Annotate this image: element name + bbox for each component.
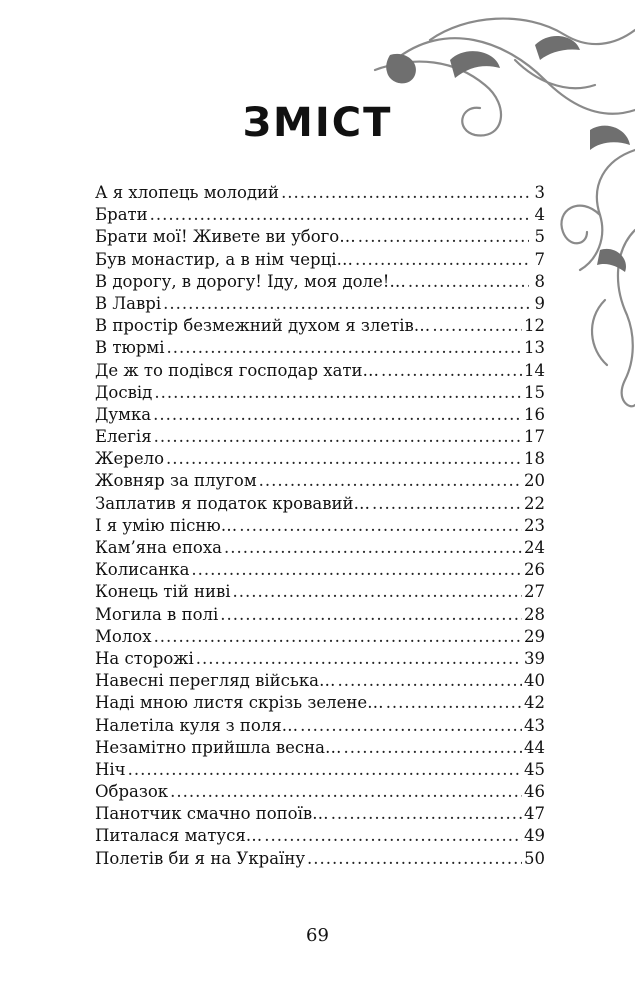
toc-entry-title: Ніч: [95, 759, 126, 779]
toc-entry: [95, 759, 545, 781]
dot-leader: [224, 537, 522, 559]
dot-leader: [233, 581, 522, 603]
toc-entry: [95, 204, 545, 226]
toc-entry: [95, 737, 545, 759]
toc-entry-page: 18: [524, 449, 545, 469]
toc-entry-page: 47: [524, 804, 545, 824]
toc-entry: [95, 515, 545, 537]
toc-entry: [95, 537, 545, 559]
dot-leader: [239, 515, 522, 537]
toc-entry-title: Молох: [95, 626, 152, 646]
toc-entry-title: Наді мною листя скрізь зелене…: [95, 693, 384, 713]
toc-entry-title: В дорогу, в дорогу! Іду, моя доле!…: [95, 271, 406, 291]
toc-entry-title: Питалася матуся…: [95, 826, 263, 846]
dot-leader: [281, 182, 529, 204]
toc-entry: [95, 803, 545, 825]
dot-leader: [166, 448, 522, 470]
toc-entry-page: 44: [524, 737, 545, 757]
toc-entry-page: 22: [524, 493, 545, 513]
toc-entry-page: 50: [524, 848, 545, 868]
toc-entry-page: 39: [524, 648, 545, 668]
toc-entry-page: 40: [524, 671, 545, 691]
dot-leader: [150, 204, 529, 226]
toc-entry-page: 24: [524, 538, 545, 557]
toc-entry-title: А я хлопець молодий: [95, 183, 280, 202]
toc-entry-page: 29: [524, 626, 545, 646]
toc-entry: [95, 448, 545, 470]
toc-entry: [95, 604, 545, 626]
toc-entry-page: 16: [524, 404, 545, 424]
toc-entry-page: 28: [524, 604, 545, 624]
toc-entry-page: 5: [534, 227, 545, 247]
toc-entry-title: Навесні перегляд війська…: [95, 671, 336, 691]
dot-leader: [128, 759, 522, 781]
toc-entry-page: 4: [534, 205, 545, 225]
toc-entry-title: Елегія: [95, 427, 152, 447]
dot-leader: [191, 559, 522, 581]
dot-leader: [163, 293, 529, 315]
dot-leader: [381, 360, 522, 382]
toc-entry-page: 45: [524, 759, 545, 779]
toc-entry: [95, 426, 545, 448]
toc-entry: [95, 226, 545, 248]
dot-leader: [153, 404, 522, 426]
toc-entry: [95, 626, 545, 648]
toc-entry-title: Кам’яна епоха: [95, 538, 223, 557]
toc-entry-title: Брати мої! Живете ви убого…: [95, 227, 356, 247]
toc-entry: [95, 692, 545, 714]
toc-entry: [95, 271, 545, 293]
toc-entry: [95, 182, 545, 204]
toc-entry-title: І я умію пісню…: [95, 515, 238, 535]
toc-entry: [95, 825, 545, 847]
table-of-contents: [95, 182, 545, 870]
dot-leader: [154, 426, 522, 448]
toc-entry-page: 3: [534, 183, 545, 202]
toc-entry: [95, 670, 545, 692]
dot-leader: [338, 670, 522, 692]
toc-entry: [95, 382, 545, 404]
dot-leader: [167, 337, 522, 359]
toc-entry: [95, 315, 545, 337]
dot-leader: [220, 604, 522, 626]
dot-leader: [154, 626, 522, 648]
toc-entry-title: Заплатив я податок кровавий…: [95, 493, 371, 513]
toc-entry: [95, 249, 545, 271]
toc-entry-title: Досвід: [95, 382, 153, 402]
toc-entry-title: Полетів би я на Україну: [95, 848, 306, 868]
toc-entry: [95, 493, 545, 515]
dot-leader: [259, 470, 522, 492]
toc-entry-title: Налетіла куля з поля…: [95, 715, 299, 735]
toc-entry-page: 20: [524, 471, 545, 491]
dot-leader: [355, 249, 529, 271]
toc-entry: [95, 848, 545, 870]
dot-leader: [196, 648, 522, 670]
toc-entry-title: Панотчик смачно попоїв…: [95, 804, 329, 824]
toc-entry-title: Думка: [95, 404, 152, 424]
dot-leader: [307, 848, 522, 870]
toc-entry-title: Могила в полі: [95, 604, 219, 624]
dot-leader: [170, 781, 522, 803]
toc-entry: [95, 648, 545, 670]
dot-leader: [300, 715, 522, 737]
dot-leader: [358, 226, 529, 248]
toc-entry-title: В тюрмі: [95, 338, 165, 358]
toc-entry-page: 49: [524, 826, 545, 846]
toc-entry-page: 27: [524, 582, 545, 602]
toc-entry: [95, 404, 545, 426]
toc-entry: [95, 360, 545, 382]
toc-entry: [95, 470, 545, 492]
toc-entry-page: 12: [524, 316, 545, 336]
toc-entry: [95, 781, 545, 803]
dot-leader: [331, 803, 522, 825]
toc-entry-page: 9: [534, 293, 545, 313]
toc-entry: [95, 715, 545, 737]
toc-entry-page: 13: [524, 338, 545, 358]
toc-entry-page: 43: [524, 715, 545, 735]
toc-entry-title: Жерело: [95, 449, 165, 469]
dot-leader: [386, 692, 522, 714]
dot-leader: [372, 493, 522, 515]
toc-entry-title: Незамітно прийшла весна…: [95, 737, 342, 757]
toc-entry-page: 15: [524, 382, 545, 402]
toc-entry-page: 46: [524, 782, 545, 802]
toc-entry-title: На сторожі: [95, 648, 194, 668]
toc-entry-title: Де ж то подівся господар хати…: [95, 360, 380, 380]
toc-entry-page: 7: [534, 249, 545, 269]
page-number: 69: [306, 925, 329, 946]
dot-leader: [154, 382, 522, 404]
toc-entry: [95, 293, 545, 315]
toc-entry-title: Був монастир, а в нім черці…: [95, 249, 353, 269]
toc-entry-title: Конець тій ниві: [95, 582, 231, 602]
toc-entry-title: Жовняр за плугом: [95, 471, 257, 491]
toc-entry-page: 8: [534, 271, 545, 291]
dot-leader: [432, 315, 522, 337]
toc-entry: [95, 559, 545, 581]
toc-entry-title: Образок: [95, 782, 169, 802]
toc-entry-title: Брати: [95, 205, 148, 225]
toc-entry-page: 23: [524, 515, 545, 535]
dot-leader: [344, 737, 523, 759]
toc-entry-page: 42: [524, 693, 545, 713]
toc-entry-page: 14: [524, 360, 545, 380]
dot-leader: [408, 271, 529, 293]
toc-entry-page: 26: [524, 560, 545, 580]
toc-entry: [95, 337, 545, 359]
toc-entry-title: В простір безмежний духом я злетів…: [95, 316, 431, 336]
page-title: ЗМІСТ: [242, 100, 393, 146]
toc-entry-page: 17: [524, 427, 545, 447]
dot-leader: [264, 825, 522, 847]
toc-entry-title: В Лаврі: [95, 293, 162, 313]
toc-entry: [95, 581, 545, 603]
toc-entry-title: Колисанка: [95, 560, 190, 580]
